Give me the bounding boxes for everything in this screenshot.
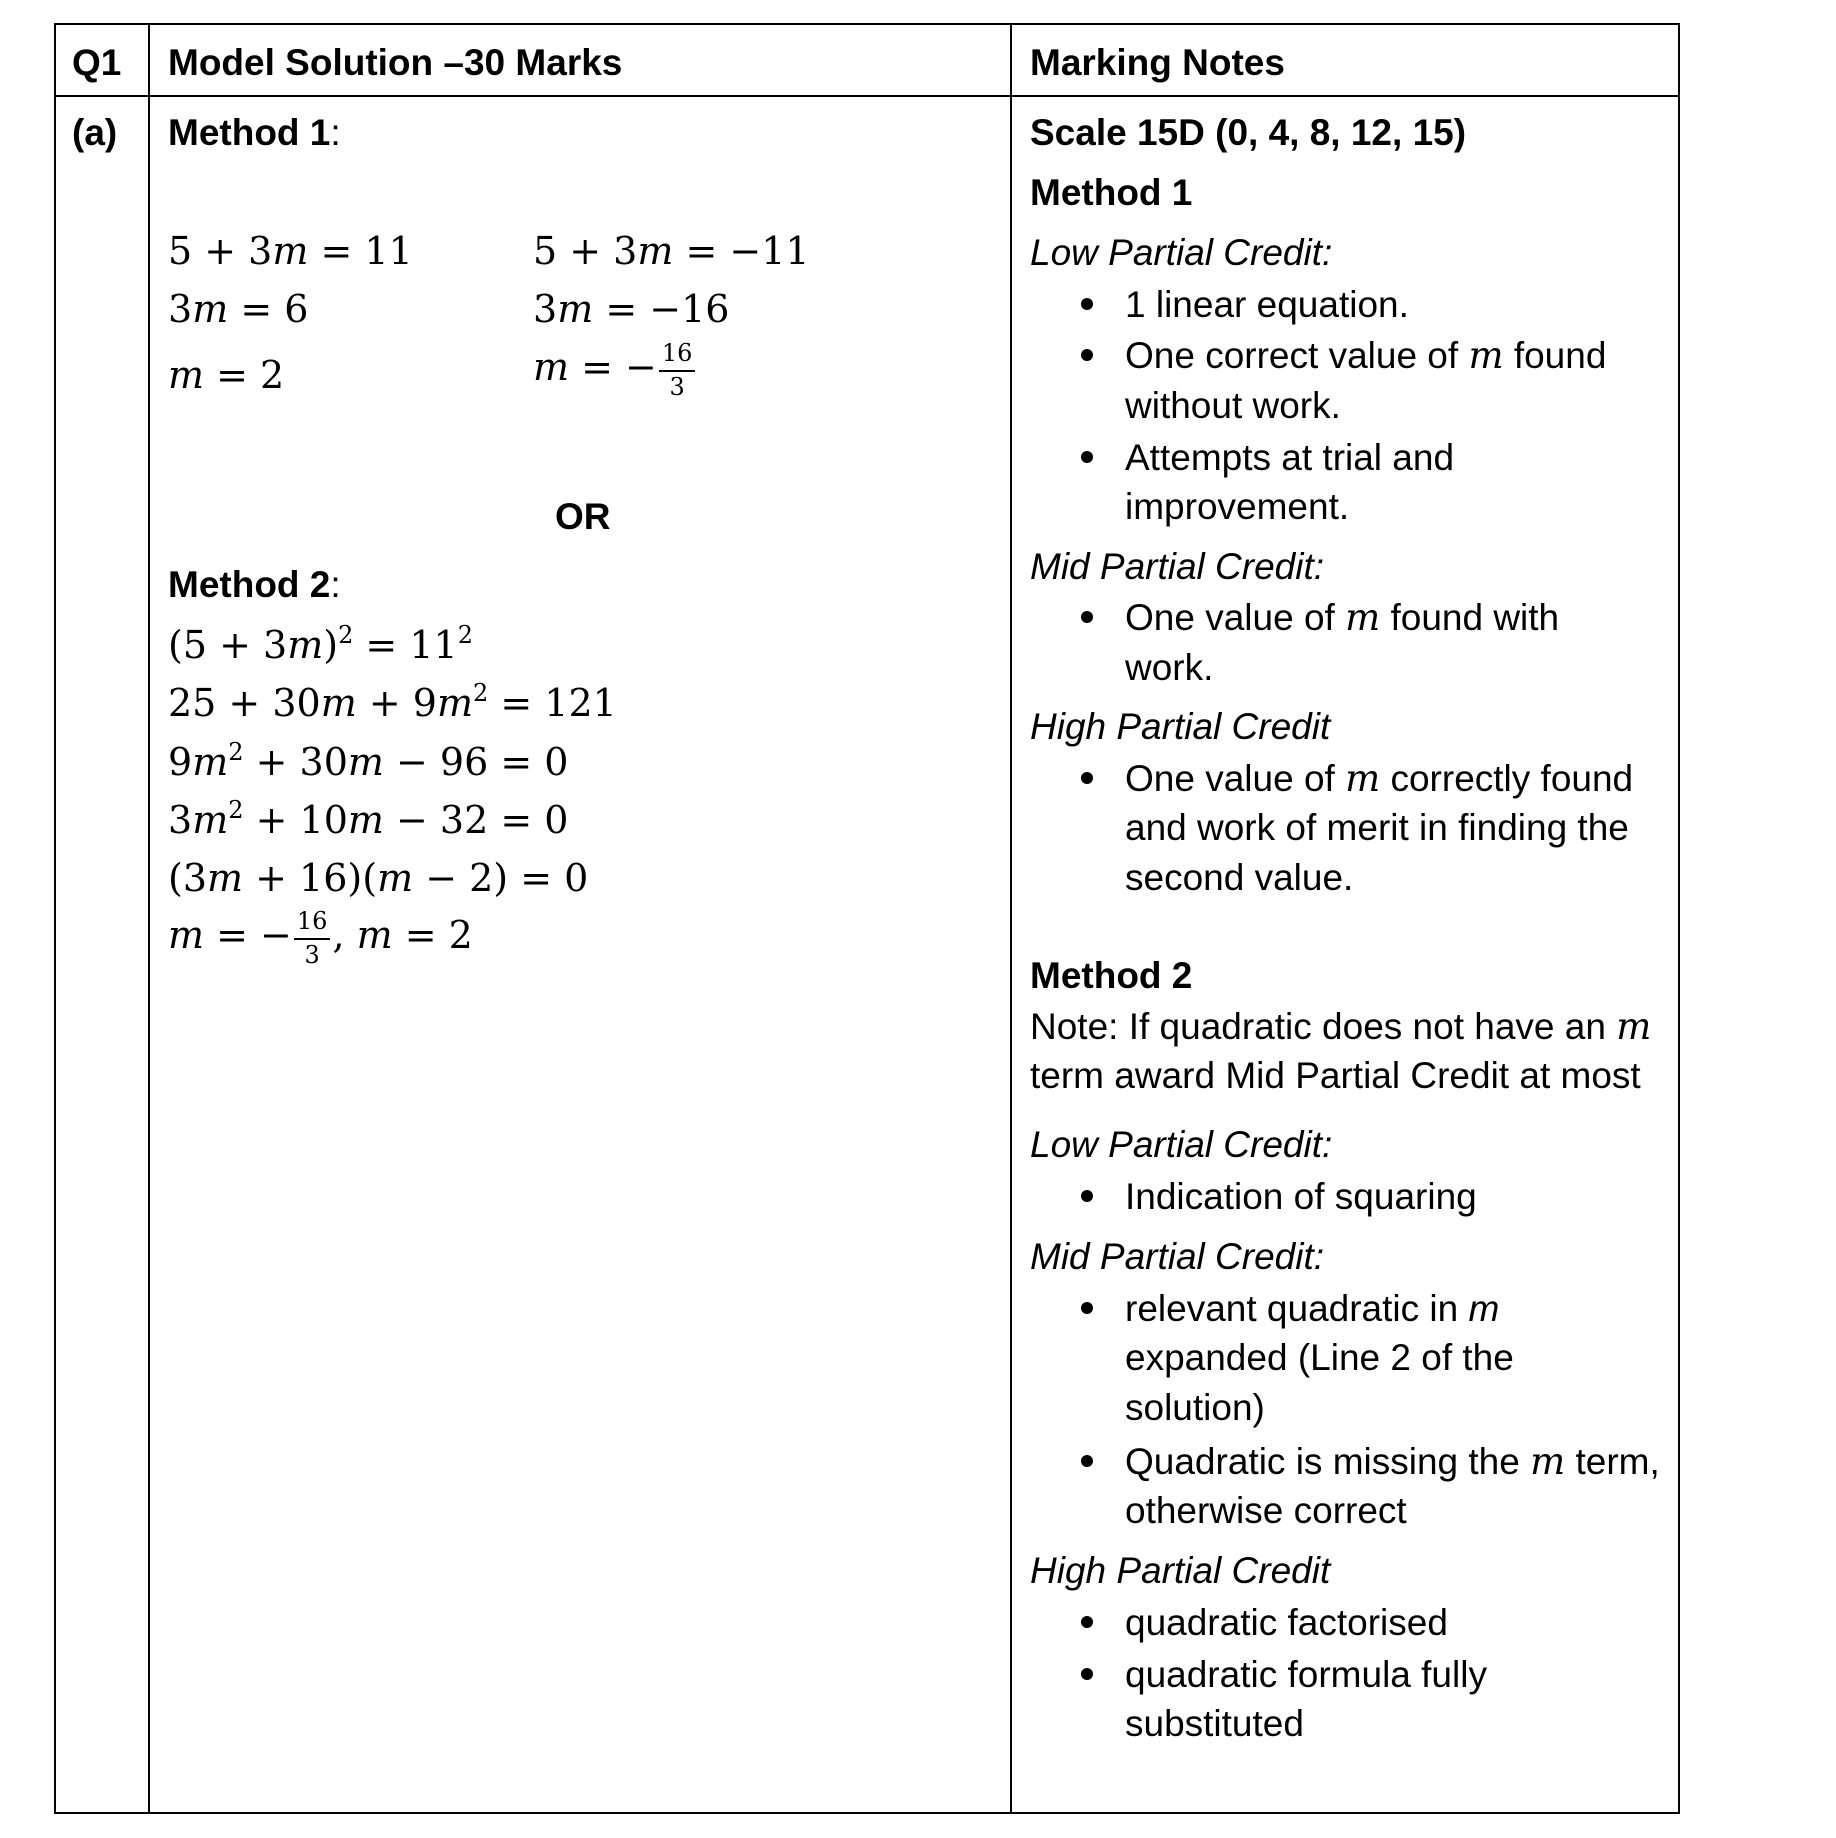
bullet (1081, 1616, 1093, 1628)
method2-heading: Method 2: (168, 564, 341, 605)
m2-low-item-1: Indication of squaring (1125, 1176, 1477, 1217)
table-border-bottom (54, 1812, 1678, 1814)
m1-left-eq-1: 5 + 3m = 11 (168, 229, 413, 273)
header-model-solution: Model Solution –30 Marks (168, 42, 623, 83)
fraction-16-3: $\frac{16}{3}$ (294, 908, 331, 969)
m1-left-eq-3: m = 2 (168, 353, 285, 397)
bullet (1081, 1668, 1093, 1680)
m1-right-eq-2: 3m = −16 (533, 287, 730, 331)
m1-low-item-2-cont: without work. (1125, 385, 1341, 426)
part-label: (a) (72, 112, 118, 153)
bullet (1081, 1302, 1093, 1314)
m2-high-credit-heading: High Partial Credit (1030, 1550, 1331, 1591)
m2-mid-credit-heading: Mid Partial Credit: (1030, 1236, 1325, 1277)
m2-high-item-1: quadratic factorised (1125, 1602, 1448, 1643)
m2-eq-1: $(5 + 3m)^2 = 11^2$ (168, 621, 473, 667)
m1-high-credit-heading: High Partial Credit (1030, 706, 1331, 747)
m2-mid-item-1-cont: expanded (Line 2 of the (1125, 1337, 1514, 1378)
column-divider-1 (148, 23, 150, 1814)
m1-right-eq-3: m = − $\frac{16}{3}$ (533, 340, 697, 401)
bullet (1081, 451, 1093, 463)
m1-low-item-3-cont: improvement. (1125, 486, 1350, 527)
m1-low-credit-heading: Low Partial Credit: (1030, 232, 1333, 273)
bullet (1081, 611, 1093, 623)
bullet (1081, 772, 1093, 784)
m2-eq-5: (3m + 16)(m − 2) = 0 (168, 856, 589, 900)
bullet (1081, 349, 1093, 361)
notes-method1-heading: Method 1 (1030, 172, 1193, 213)
fraction-16-3: $\frac{16}{3}$ (659, 340, 696, 401)
m1-mid-credit-heading: Mid Partial Credit: (1030, 546, 1325, 587)
bullet (1081, 1455, 1093, 1467)
m1-low-item-1: 1 linear equation. (1125, 284, 1409, 325)
header-question: Q1 (72, 42, 122, 83)
m2-eq-3: $9m^2 + 30m - 96 = 0$ (168, 738, 569, 784)
m2-eq-4: $3m^2 + 10m - 32 = 0$ (168, 796, 569, 842)
m1-low-item-2: One correct value of m found (1125, 334, 1607, 377)
or-separator: OR (555, 496, 611, 537)
table-border-left (54, 23, 56, 1814)
m1-right-eq-1: 5 + 3m = −11 (533, 229, 810, 273)
header-divider (54, 95, 1678, 97)
m2-high-item-2: quadratic formula fully (1125, 1654, 1487, 1695)
m1-left-eq-2: 3m = 6 (168, 287, 309, 331)
m2-mid-item-1: relevant quadratic in m (1125, 1288, 1500, 1329)
m2-mid-item-1-cont2: solution) (1125, 1387, 1265, 1428)
bullet (1081, 298, 1093, 310)
scale-heading: Scale 15D (0, 4, 8, 12, 15) (1030, 112, 1467, 153)
m2-low-credit-heading: Low Partial Credit: (1030, 1124, 1333, 1165)
m2-note: Note: If quadratic does not have an m (1030, 1005, 1652, 1048)
m2-high-item-2-cont: substituted (1125, 1703, 1304, 1744)
table-border-top (54, 23, 1678, 25)
m1-low-item-3: Attempts at trial and (1125, 437, 1455, 478)
table-border-right (1678, 23, 1680, 1814)
bullet (1081, 1190, 1093, 1202)
m1-high-item-1-cont: and work of merit in finding the (1125, 807, 1629, 848)
m2-note-cont: term award Mid Partial Credit at most (1030, 1055, 1641, 1096)
m2-mid-item-2-cont: otherwise correct (1125, 1490, 1407, 1531)
m1-high-item-1-cont2: second value. (1125, 857, 1354, 898)
m2-mid-item-2: Quadratic is missing the m term, (1125, 1440, 1660, 1483)
m2-eq-2: $25 + 30m + 9m^2 = 121$ (168, 679, 617, 725)
column-divider-2 (1010, 23, 1012, 1814)
notes-method2-heading: Method 2 (1030, 955, 1193, 996)
m1-high-item-1: One value of m correctly found (1125, 757, 1634, 800)
header-marking-notes: Marking Notes (1030, 42, 1285, 83)
method1-heading: Method 1: (168, 112, 341, 153)
m1-mid-item-1: One value of m found with (1125, 596, 1560, 639)
m2-eq-6: m = − $\frac{16}{3}$ , m = 2 (168, 907, 473, 969)
m1-mid-item-1-cont: work. (1125, 647, 1214, 688)
